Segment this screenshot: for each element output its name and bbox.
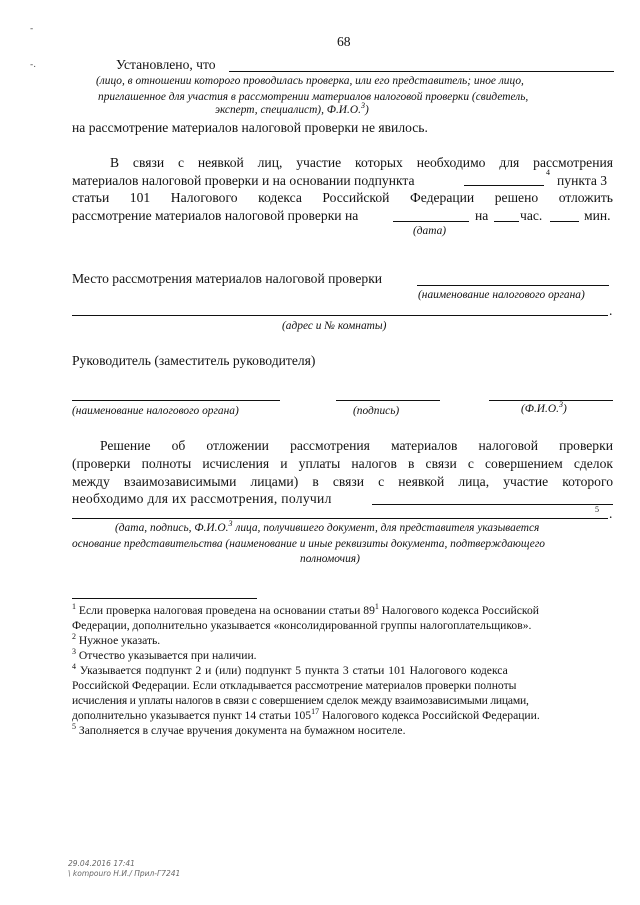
postpone-line-3: статьи 101 Налогового кодекса Российской Федерации решено отложить xyxy=(72,190,613,205)
minute-field[interactable] xyxy=(550,221,579,222)
footnote-ref-4: 4 xyxy=(546,168,550,177)
address-period: . xyxy=(609,303,613,318)
footnote-3: $^3$ Отчество указывается при наличии. xyxy=(72,647,257,662)
person-caption-2: приглашенное для участия в рассмотрении материалов налоговой проверки (свидетель, xyxy=(98,91,529,103)
footnote-4-line-4: дополнительно указывается пункт 14 статьи $105^{17}$ Налогового кодекса Российской Федерации. xyxy=(72,707,540,722)
footnote-4: $^4$ Указывается подпункт 2 и (или) подпункт 5 пункта 3 статьи 101 Налогового кодекса xyxy=(72,662,508,677)
footnote-1: $^1$ Если проверка налоговая проведена на основании статьи $89^1$ Налогового кодекса Российской xyxy=(72,602,539,617)
address-caption: (адрес и № комнаты) xyxy=(282,320,387,332)
scan-mark: -. xyxy=(30,60,37,70)
address-field[interactable] xyxy=(72,315,608,316)
receiver-caption-1: (дата, подпись, Ф.И.О.$^3$ лица, получившего документ, для представителя указывается xyxy=(115,519,540,534)
postpone-line-4a: рассмотрение материалов налоговой проверки на xyxy=(72,208,359,223)
postpone-line-2b: пункта 3 xyxy=(557,173,608,188)
receiver-field-2[interactable] xyxy=(72,518,608,519)
footnote-separator xyxy=(72,598,257,599)
footnote-ref-5: 5 xyxy=(595,505,599,514)
footnote-4-line-2: Российской Федерации. Если откладывается рассмотрение материалов проверки полноты xyxy=(72,679,517,692)
footnote-1-line-2: Федерации, дополнительно указывается «консолидированной группы налогоплательщиков». xyxy=(72,619,532,632)
print-timestamp: 29.04.2016 17:41 xyxy=(68,859,135,868)
scan-mark: - xyxy=(30,24,34,34)
receiver-caption-3: полномочия) xyxy=(300,553,360,565)
footnote-4-line-3: исчисления и уплаты налогов в связи с совершением сделок между взаимозависимыми лицами, xyxy=(72,694,529,707)
hour-label: час. xyxy=(520,208,543,223)
footnote-2: $^2$ Нужное указать. xyxy=(72,632,161,647)
postpone-line-1: В связи с неявкой лиц, участие которых необходимо для рассмотрения xyxy=(110,155,613,170)
head-fio-caption: (Ф.И.О.$^3$) xyxy=(521,400,567,415)
date-field[interactable] xyxy=(393,221,469,222)
head-label: Руководитель (заместитель руководителя) xyxy=(72,353,316,368)
receiver-caption-2: основание представительства (наименование и иные реквизиты документа, подтверждающего xyxy=(72,538,545,550)
receiver-field-1[interactable] xyxy=(372,504,613,505)
place-org-caption: (наименование налогового органа) xyxy=(418,289,585,301)
print-author: \ kompouro Н.И./ Прил-Г7241 xyxy=(68,869,181,878)
postpone-on-label: на xyxy=(475,208,489,223)
established-label: Установлено, что xyxy=(116,57,216,72)
head-sign-caption: (подпись) xyxy=(353,405,400,417)
footnote-5: $^5$ Заполняется в случае вручения документа на бумажном носителе. xyxy=(72,722,406,737)
decision-line-4: необходимо для их рассмотрения, получил xyxy=(72,491,332,506)
head-org-caption: (наименование налогового органа) xyxy=(72,405,239,417)
decision-line-3: между взаимозависимыми лицами) в связи с неявкой лица, участие которого xyxy=(72,474,613,489)
page-number: 68 xyxy=(337,34,351,49)
date-caption: (дата) xyxy=(413,225,447,237)
no-show-text: на рассмотрение материалов налоговой проверки не явилось. xyxy=(72,120,428,135)
person-field[interactable] xyxy=(229,71,614,72)
head-signature-field[interactable] xyxy=(336,400,440,401)
person-caption-1: (лицо, в отношении которого проводилась проверка, или его представитель; иное лицо, xyxy=(96,75,524,87)
decision-line-1: Решение об отложении рассмотрения материалов налоговой проверки xyxy=(100,438,613,453)
subparagraph-field[interactable] xyxy=(464,185,544,186)
hour-field[interactable] xyxy=(494,221,519,222)
place-label: Место рассмотрения материалов налоговой проверки xyxy=(72,271,383,286)
receiver-period: . xyxy=(609,506,613,521)
tax-authority-field[interactable] xyxy=(417,285,609,286)
postpone-line-2a: материалов налоговой проверки и на основании подпункта xyxy=(72,173,415,188)
person-caption-3: эксперт, специалист), Ф.И.О.$^3$) xyxy=(215,101,369,116)
head-name-field[interactable] xyxy=(489,400,613,401)
head-org-field[interactable] xyxy=(72,400,280,401)
decision-line-2: (проверки полноты исчисления и уплаты налогов в связи с совершением сделок xyxy=(72,456,613,471)
minute-label: мин. xyxy=(584,208,611,223)
